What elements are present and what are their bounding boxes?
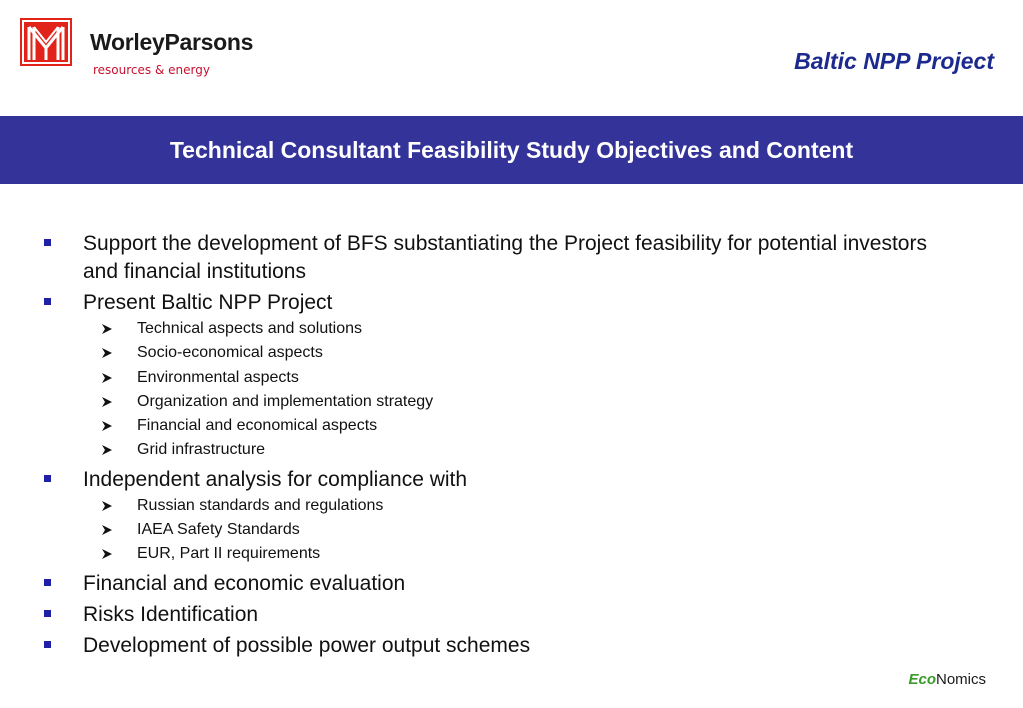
arrow-bullet-icon: [101, 500, 113, 512]
slide-title: Technical Consultant Feasibility Study Objectives and Content: [169, 136, 854, 163]
economics-logo: [908, 671, 986, 688]
brand-tagline: resources & energy: [93, 63, 210, 77]
sub-list-item: Grid infrastructure: [137, 441, 266, 458]
arrow-bullet-icon: [101, 548, 113, 560]
list-item: Financial and economic evaluation: [83, 572, 406, 595]
square-bullet-icon: [44, 298, 51, 305]
list-item: Development of possible power output schemes: [83, 634, 531, 657]
project-name: Baltic NPP Project: [794, 48, 994, 74]
arrow-bullet-icon: [101, 347, 113, 359]
arrow-bullet-icon: [101, 524, 113, 536]
square-bullet-icon: [44, 475, 51, 482]
economics-logo-part1: Eco: [908, 671, 936, 688]
list-item: Present Baltic NPP Project: [83, 291, 333, 314]
arrow-bullet-icon: [101, 396, 113, 408]
arrow-bullet-icon: [101, 444, 113, 456]
sub-list-item: EUR, Part II requirements: [137, 545, 321, 562]
sub-list-item: Organization and implementation strategy: [137, 393, 434, 410]
arrow-bullet-icon: [101, 372, 113, 384]
economics-logo-part2: Nomics: [935, 671, 986, 688]
sub-list-item: Socio-economical aspects: [137, 344, 323, 361]
sub-list-item: IAEA Safety Standards: [137, 521, 300, 538]
sub-list-item: Russian standards and regulations: [137, 497, 384, 514]
sub-list-item: Financial and economical aspects: [137, 417, 378, 434]
arrow-bullet-icon: [101, 420, 113, 432]
square-bullet-icon: [44, 641, 51, 648]
list-item: Support the development of BFS substantiating the Project feasibility for potential investors and financial institutions: [83, 232, 927, 283]
sub-list-item: Environmental aspects: [137, 369, 299, 386]
sub-list-item: Technical aspects and solutions: [137, 320, 363, 337]
square-bullet-icon: [44, 239, 51, 246]
brand-name: WorleyParsons: [90, 29, 254, 55]
list-item: Independent analysis for compliance with: [83, 468, 468, 491]
square-bullet-icon: [44, 579, 51, 586]
list-item: Risks Identification: [83, 603, 259, 626]
arrow-bullet-icon: [101, 323, 113, 335]
square-bullet-icon: [44, 610, 51, 617]
